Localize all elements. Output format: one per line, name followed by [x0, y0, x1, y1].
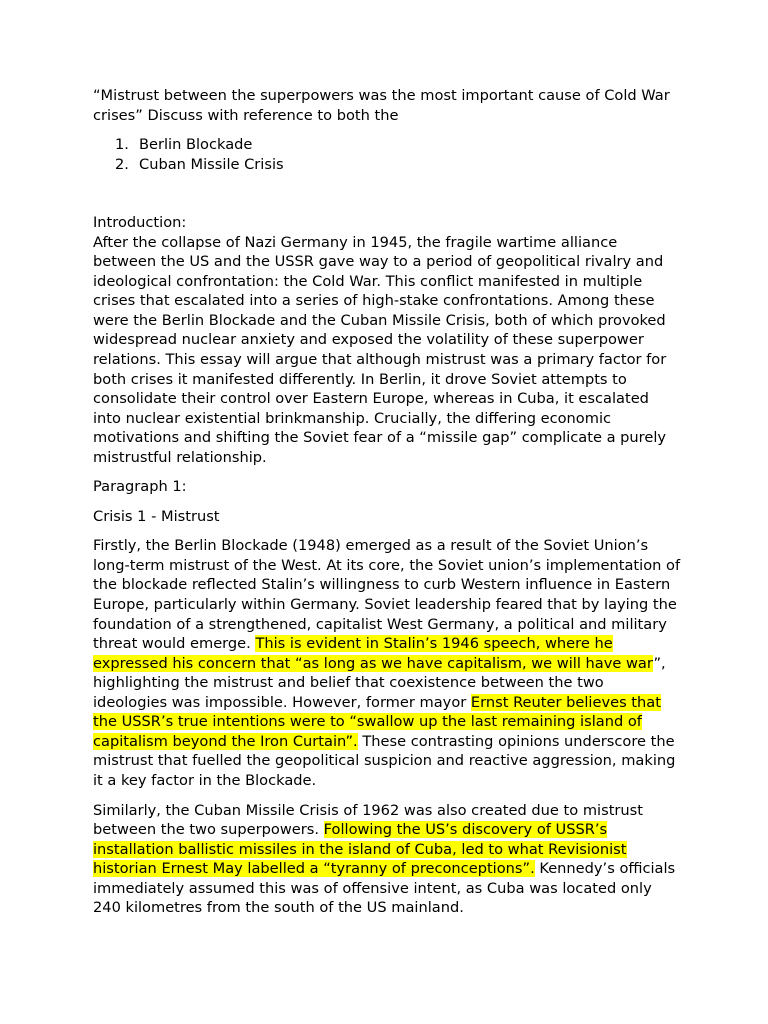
highlighted-text: Following the US’s discovery of USSR’s installation ballistic missiles in the island of Cuba, led to what Revisionist historian Ernest May labelled a “tyranny of preconceptions”.	[93, 821, 627, 878]
spacer	[93, 497, 681, 507]
list-item-text: Cuban Missile Crisis	[139, 155, 284, 173]
highlighted-text: This is evident in Stalin’s 1946 speech, where he expressed his concern that “as long as we have capitalism, we will have war	[93, 635, 654, 672]
introduction-body: After the collapse of Nazi Germany in 1945, the fragile wartime alliance between the US and the USSR gave way to a period of geopolitical rivalry and ideological confrontation: the Cold War. This conflict manifested in multiple crises that escalated into a series of high-stake confrontations. Among these were the Berlin Blockade and the Cuban Missile Crisis, both of which provoked widespread nuclear anxiety and exposed the volatility of these superpower relations. This essay will argue that although mistrust was a primary factor for both crises it manifested differently. In Berlin, it drove Soviet attempts to consolidate their control over Eastern Europe, whereas in Cuba, it escalated into nuclear existential brinkmanship. Crucially, the differing economic motivations and shifting the Soviet fear of a “missile gap” complicate a purely mistrustful relationship.	[93, 233, 667, 466]
list-item-number: 1.	[115, 136, 129, 154]
list-item-text: Berlin Blockade	[139, 136, 253, 154]
document-page	[93, 86, 681, 918]
cuban-missile-crisis-paragraph	[93, 801, 681, 918]
list-item	[93, 155, 681, 175]
paragraph1-heading: Paragraph 1:	[93, 478, 187, 496]
task-list	[93, 135, 681, 174]
spacer	[93, 791, 681, 801]
body-text: Similarly, the Cuban Missile Crisis of 1962 was also created due to mistrust between the two superpowers.	[93, 801, 643, 839]
essay-question: “Mistrust between the superpowers was the most important cause of Cold War crises” Discuss with reference to both the	[93, 87, 670, 124]
crisis1-heading: Crisis 1 - Mistrust	[93, 507, 220, 525]
list-item	[93, 135, 681, 155]
list-item-number: 2.	[115, 155, 129, 173]
introduction-heading: Introduction:	[93, 214, 187, 232]
body-text: ”, highlighting the mistrust and belief that coexistence between the two ideologies was impossible. However, former mayor	[93, 654, 666, 711]
body-text: Kennedy’s officials immediately assumed this was of offensive intent, as Cuba was located only 240 kilometres from the south of the US mainland.	[93, 860, 676, 917]
highlighted-text: Ernst Reuter believes that the USSR’s true intentions were to “swallow up the last remaining island of capitalism beyond the Iron Curtain”.	[93, 693, 661, 750]
spacer	[93, 174, 681, 213]
spacer	[93, 467, 681, 477]
berlin-blockade-paragraph	[93, 536, 681, 790]
body-text: These contrasting opinions underscore the mistrust that fuelled the geopolitical suspicion and reactive aggression, making it a key factor in the Blockade.	[93, 732, 676, 789]
spacer	[93, 526, 681, 536]
body-text: Firstly, the Berlin Blockade (1948) emerged as a result of the Soviet Union’s long-term mistrust of the West. At its core, the Soviet union’s implementation of the blockade reflected Stalin’s willingness to curb Western influence in Eastern Europe, particularly within Germany. Soviet leadership feared that by laying the foundation of a strengthened, capitalist West Germany, a political and military threat would emerge.	[93, 537, 681, 653]
